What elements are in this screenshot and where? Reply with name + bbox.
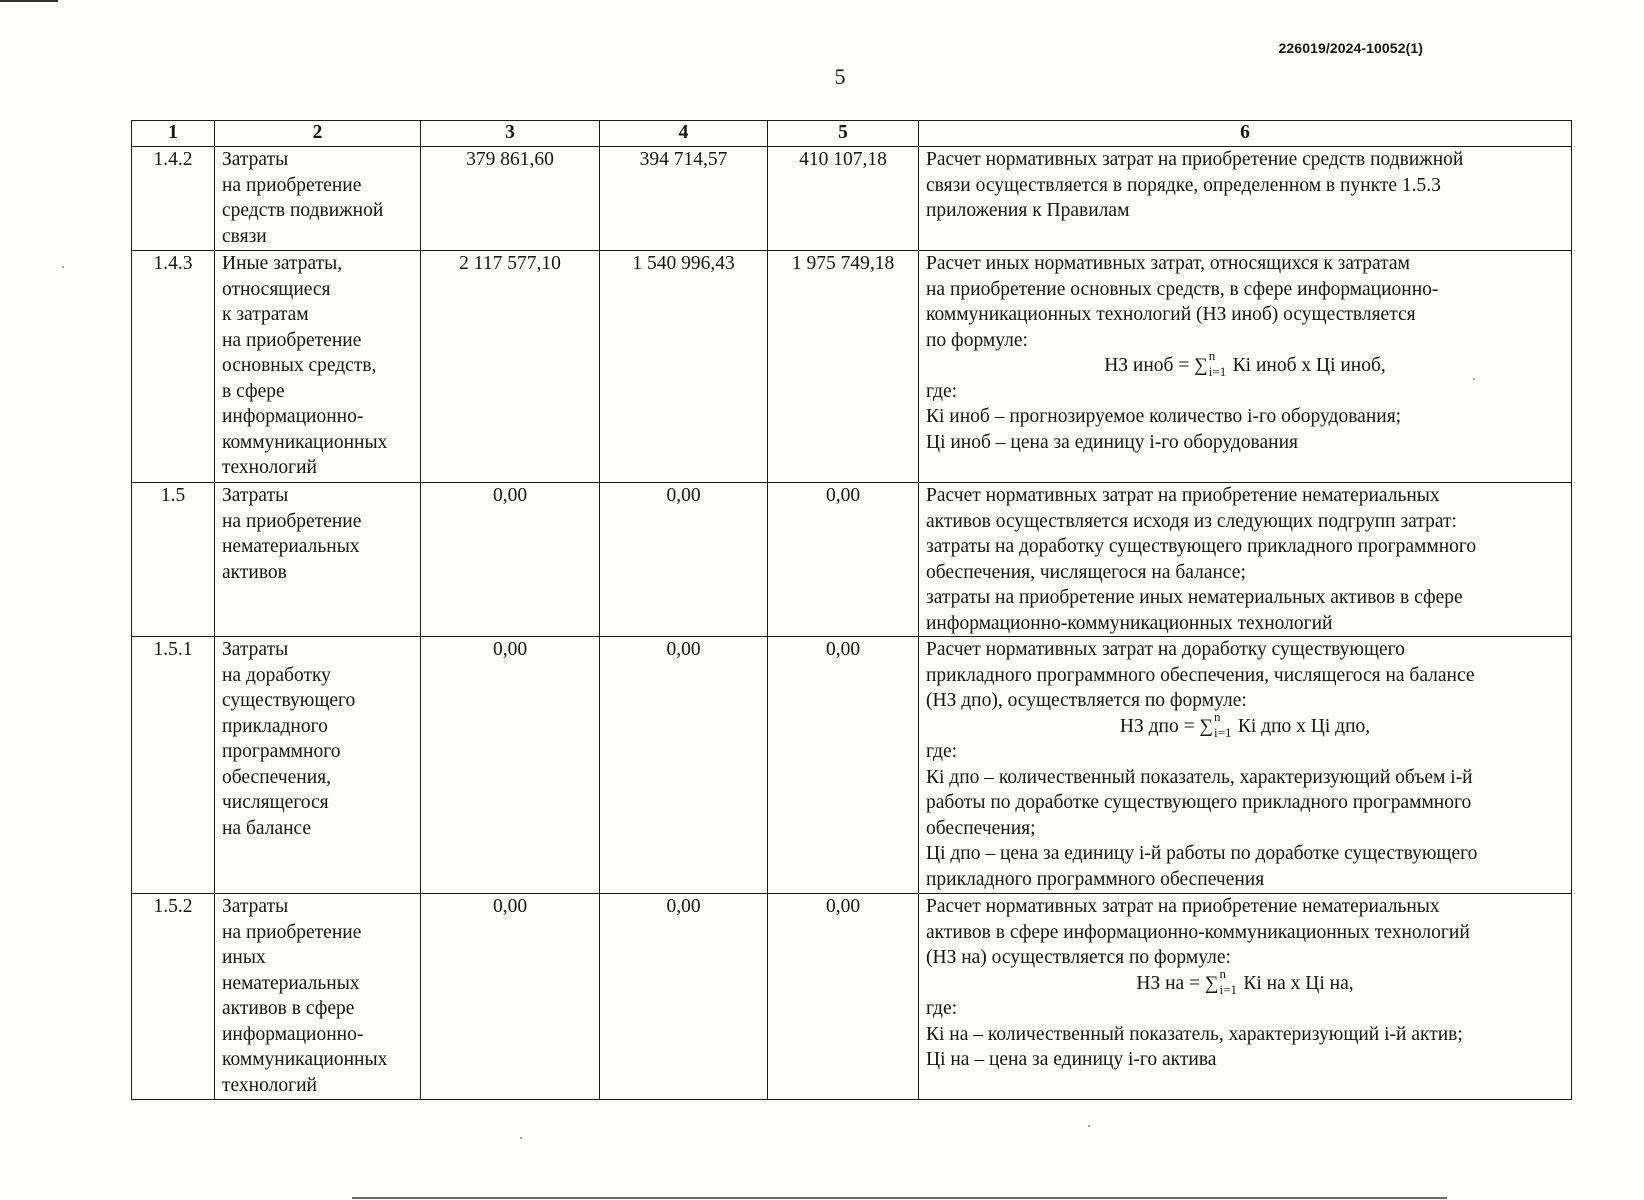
page-number: 5 [834, 64, 846, 89]
description-line: где: [926, 998, 958, 1019]
scan-speck [520, 1137, 522, 1139]
cost-name: Иные затраты, относящиеся к затратам на приобретение основных средств, в сфере информационно- коммуникационных технологий [215, 251, 421, 483]
formula [926, 965, 1564, 997]
value-col3: 0,00 [421, 894, 600, 1100]
registration-number: 226019/2024-10052(1) [1278, 40, 1423, 56]
sum-symbol: ∑ [1199, 715, 1213, 737]
description-line: затраты на приобретение иных нематериальных активов в сфере [926, 587, 1463, 608]
table-row [132, 483, 1572, 637]
table-header-row [132, 121, 1572, 147]
value-col4: 1 540 996,43 [600, 251, 768, 483]
cost-name: Затраты на приобретение иных нематериальных активов в сфере информационно- коммуникационных технологий [215, 894, 421, 1100]
description-line: активов осуществляется исходя из следующих подгрупп затрат: [926, 510, 1457, 532]
value-col5: 0,00 [768, 894, 919, 1100]
sum-upper-limit: n [1208, 348, 1216, 363]
sum-limits [1219, 965, 1237, 997]
description-line: Кi иноб – прогнозируемое количество i-го оборудования; [926, 406, 1402, 427]
description-line: Расчет нормативных затрат на приобретение нематериальных [926, 896, 1440, 917]
cost-name: Затраты на приобретение нематериальных активов [215, 483, 421, 637]
sum-lower-limit: i=1 [1208, 364, 1227, 379]
description-line: работы по доработке существующего прикладного программного [926, 792, 1472, 813]
description-line: активов в сфере информационно-коммуникационных технологий [926, 921, 1470, 943]
description-line: на приобретение основных средств, в сфере информационно- [926, 278, 1439, 300]
description-line: Расчет нормативных затрат на доработку существующего [926, 639, 1405, 660]
formula-lhs: НЗ дпо = [1119, 715, 1200, 737]
description-line: прикладного программного обеспечения, числящегося на балансе [926, 664, 1475, 686]
row-number: 1.4.2 [132, 147, 215, 251]
description-line: (НЗ на) осуществляется по формуле: [926, 947, 1231, 968]
description-line: где: [926, 741, 958, 762]
value-col5: 410 107,18 [768, 147, 919, 251]
value-col3: 0,00 [421, 483, 600, 637]
value-col4: 0,00 [600, 894, 768, 1100]
description-line: Цi иноб – цена за единицу i-го оборудования [926, 431, 1298, 453]
value-col5: 0,00 [768, 483, 919, 637]
calculation-description [919, 637, 1572, 894]
description-line: затраты на доработку существующего прикладного программного [926, 536, 1477, 557]
description-line: (НЗ дпо), осуществляется по формуле: [926, 690, 1247, 711]
description-line: коммуникационных технологий (НЗ иноб) осуществляется [926, 304, 1416, 325]
table-row [132, 251, 1572, 483]
description-line: связи осуществляется в порядке, определенном в пункте 1.5.3 [926, 174, 1441, 196]
description-line: прикладного программного обеспечения [926, 868, 1265, 890]
formula-lhs: НЗ иноб = [1104, 355, 1195, 376]
cost-name: Затраты на приобретение средств подвижной связи [215, 147, 421, 251]
description-line: Цi на – цена за единицу i-го актива [926, 1049, 1217, 1070]
column-header: 5 [768, 121, 919, 147]
table-row [132, 637, 1572, 894]
column-header: 1 [132, 121, 215, 147]
value-col4: 0,00 [600, 637, 768, 894]
value-col5: 1 975 749,18 [768, 251, 919, 483]
table-row [132, 147, 1572, 251]
scan-corner-mark [0, 0, 58, 2]
description-line: Расчет нормативных затрат на приобретение средств подвижной [926, 149, 1464, 170]
column-header: 4 [600, 121, 768, 147]
scan-speck [62, 266, 64, 268]
formula [926, 708, 1564, 740]
cost-name: Затраты на доработку существующего прикладного программного обеспечения, числящегося на балансе [215, 637, 421, 894]
sum-limits [1208, 348, 1227, 379]
value-col3: 0,00 [421, 637, 600, 894]
formula-rhs: Кi на x Цi на, [1238, 972, 1354, 994]
description-line: Расчет иных нормативных затрат, относящихся к затратам [926, 253, 1410, 274]
row-number: 1.5.1 [132, 637, 215, 894]
formula [926, 348, 1564, 379]
row-number: 1.5 [132, 483, 215, 637]
sum-upper-limit: n [1219, 965, 1226, 981]
formula-rhs: Кi иноб x Цi иноб, [1227, 355, 1386, 376]
calculation-description [919, 894, 1572, 1100]
column-header: 3 [421, 121, 600, 147]
column-header: 6 [919, 121, 1572, 147]
cost-table [131, 120, 1572, 1100]
row-number: 1.4.3 [132, 251, 215, 483]
sum-symbol: ∑ [1204, 972, 1219, 994]
formula-lhs: НЗ на = [1136, 972, 1205, 994]
sum-symbol: ∑ [1194, 355, 1208, 376]
value-col5: 0,00 [768, 637, 919, 894]
description-line: приложения к Правилам [926, 200, 1130, 221]
formula-rhs: Кi дпо x Цi дпо, [1233, 715, 1371, 737]
table-row [132, 894, 1572, 1100]
column-header: 2 [215, 121, 421, 147]
value-col3: 379 861,60 [421, 147, 600, 251]
description-line: обеспечения, числящегося на балансе; [926, 561, 1246, 583]
description-line: Цi дпо – цена за единицу i-й работы по доработке существующего [926, 843, 1478, 864]
description-line: информационно-коммуникационных технологий [926, 612, 1333, 634]
calculation-description [919, 251, 1572, 483]
sum-upper-limit: n [1214, 708, 1221, 724]
description-line: Кi дпо – количественный показатель, характеризующий объем i-й [926, 766, 1473, 788]
description-line: где: [926, 380, 958, 402]
calculation-description [919, 147, 1572, 251]
description-line: Кi на – количественный показатель, характеризующий i-й актив; [926, 1023, 1463, 1045]
sum-lower-limit: i=1 [1214, 724, 1232, 740]
description-line: Расчет нормативных затрат на приобретение нематериальных [926, 485, 1440, 506]
scan-bottom-rule [352, 1197, 1447, 1199]
value-col4: 0,00 [600, 483, 768, 637]
scan-speck [1088, 1125, 1090, 1127]
value-col4: 394 714,57 [600, 147, 768, 251]
description-line: по формуле: [926, 329, 1028, 351]
sum-limits [1213, 708, 1232, 740]
value-col3: 2 117 577,10 [421, 251, 600, 483]
row-number: 1.5.2 [132, 894, 215, 1100]
sum-lower-limit: i=1 [1219, 981, 1237, 997]
calculation-description [919, 483, 1572, 637]
description-line: обеспечения; [926, 817, 1036, 839]
